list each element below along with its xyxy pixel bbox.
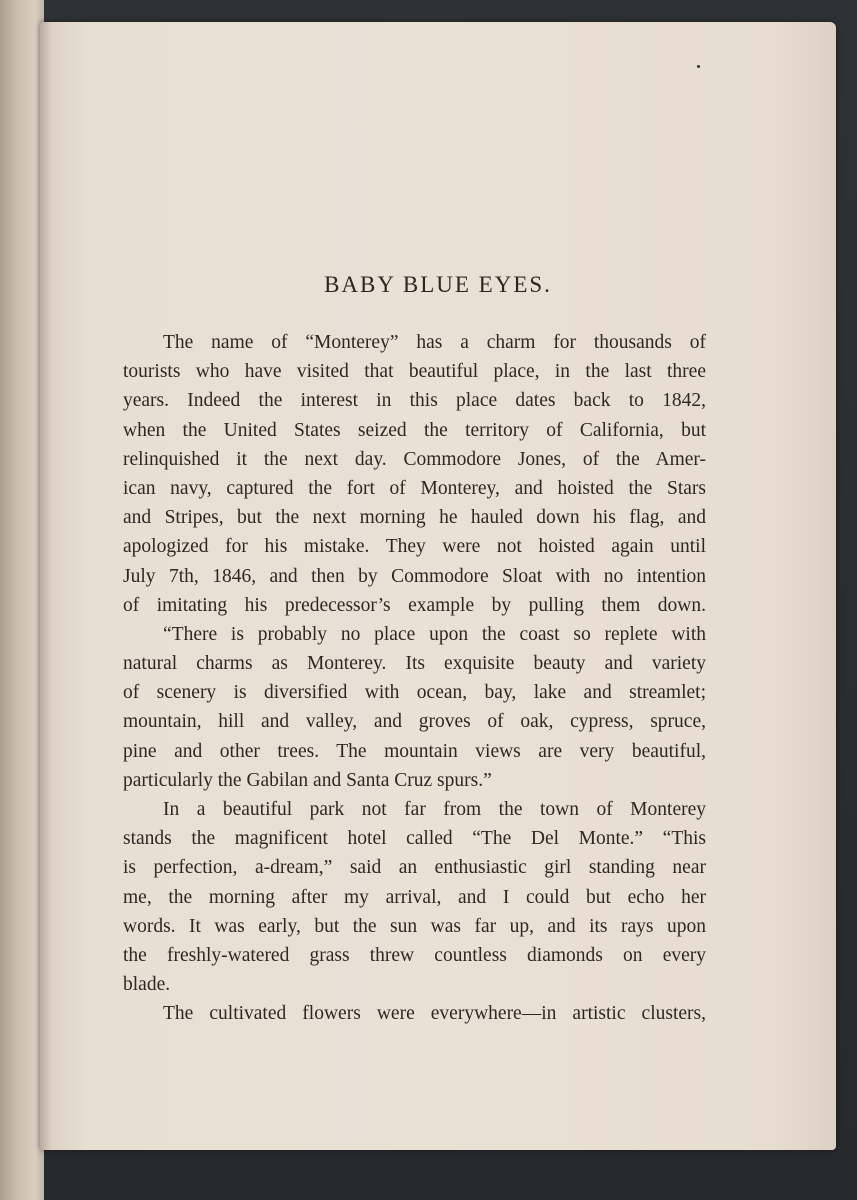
text-line: pine and other trees. The mountain views are very beautiful,: [123, 740, 706, 762]
body-text: [123, 328, 706, 1029]
text-line: mountain, hill and valley, and groves of oak, cypress, spruce,: [123, 711, 706, 733]
text-line: me, the morning after my arrival, and I could but echo her: [123, 886, 706, 908]
text-line: blade.: [123, 974, 171, 996]
text-line: years. Indeed the interest in this place dates back to 1842,: [123, 390, 706, 412]
chapter-title: BABY BLUE EYES.: [324, 272, 552, 297]
text-line: and Stripes, but the next morning he hauled down his flag, and: [123, 507, 706, 529]
text-line: when the United States seized the territory of California, but: [123, 419, 706, 441]
text-line: the freshly-watered grass threw countless diamonds on every: [123, 944, 706, 966]
text-line: of scenery is diversified with ocean, bay, lake and streamlet;: [123, 682, 706, 704]
text-line: natural charms as Monterey. Its exquisite beauty and variety: [123, 653, 706, 675]
text-line: The name of “Monterey” has a charm for thousands of: [163, 332, 706, 353]
text-line: The cultivated flowers were everywhere—in artistic clusters,: [163, 1003, 706, 1025]
text-line: ican navy, captured the fort of Monterey, and hoisted the Stars: [123, 477, 706, 499]
facing-page-edge: [0, 0, 44, 1200]
text-line: apologized for his mistake. They were not hoisted again until: [123, 536, 706, 558]
paper-speck: [697, 65, 700, 68]
text-line: “There is probably no place upon the coast so replete with: [163, 623, 706, 645]
book-page: [40, 22, 836, 1150]
text-line: stands the magnificent hotel called “The Del Monte.” “This: [123, 828, 706, 850]
text-line: In a beautiful park not far from the town of Monterey: [163, 799, 706, 820]
text-line: relinquished it the next day. Commodore Jones, of the Amer-: [123, 448, 706, 470]
text-line: July 7th, 1846, and then by Commodore Sloat with no intention: [123, 565, 706, 587]
text-line: is perfection, a-dream,” said an enthusiastic girl standing near: [123, 857, 706, 879]
text-line: words. It was early, but the sun was far up, and its rays upon: [123, 915, 706, 937]
text-line: of imitating his predecessor’s example by pulling them down.: [123, 594, 706, 616]
text-line: particularly the Gabilan and Santa Cruz spurs.”: [123, 769, 492, 791]
text-line: tourists who have visited that beautiful place, in the last three: [123, 361, 706, 383]
